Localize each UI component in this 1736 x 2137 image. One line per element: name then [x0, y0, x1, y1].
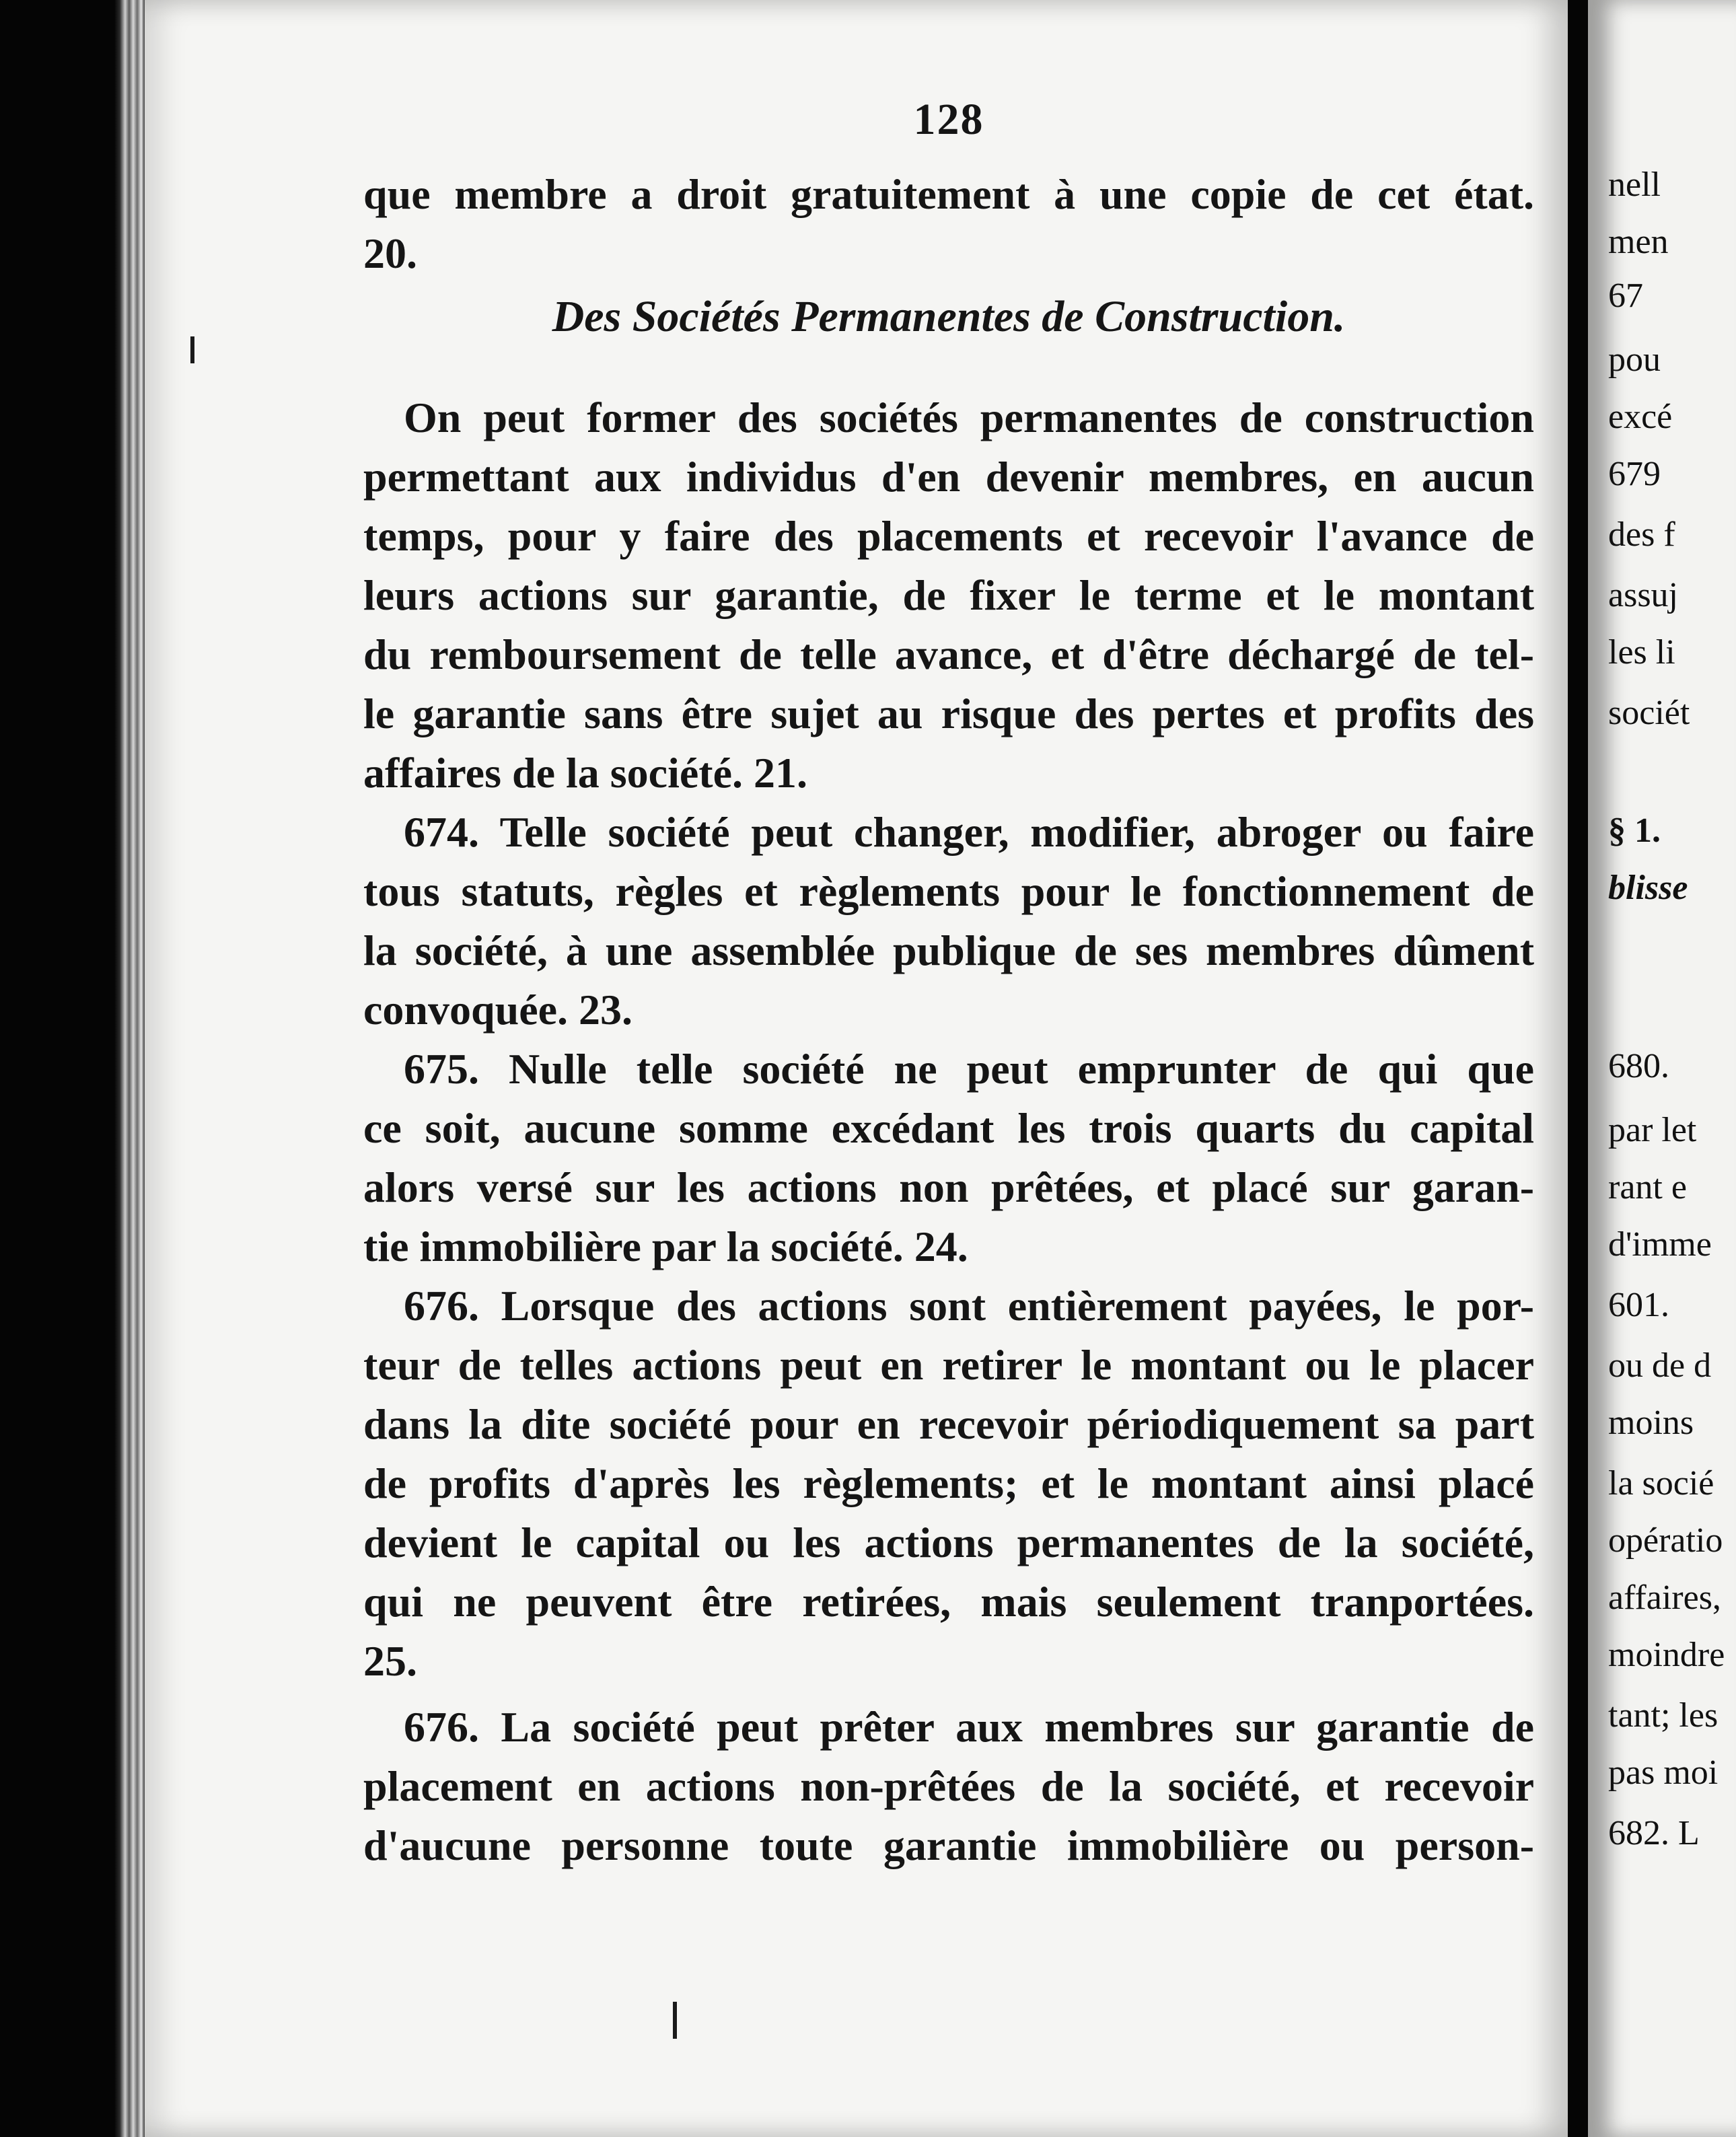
stray-mark — [673, 2002, 677, 2039]
text-line: tous statuts, règles et règlements pour le fonctionnement de — [363, 867, 1534, 915]
facing-fragment: excé — [1608, 398, 1673, 436]
facing-fragment: 680. — [1608, 1047, 1669, 1085]
text-line: 676. Lorsque des actions sont entièrement payées, le por- — [404, 1282, 1534, 1330]
facing-fragment: sociét — [1608, 694, 1690, 732]
facing-fragment: ou de d — [1608, 1346, 1712, 1385]
facing-fragment: affaires, — [1608, 1579, 1721, 1617]
text-line: 676. La société peut prêter aux membres sur garantie de — [404, 1703, 1534, 1751]
text-line: tie immobilière par la société. 24. — [363, 1223, 968, 1270]
book-gutter — [0, 0, 145, 2137]
text-line: affaires de la société. 21. — [363, 749, 807, 797]
text-line: permettant aux individus d'en devenir membres, en aucun — [363, 453, 1534, 501]
text-line: 25. — [363, 1637, 417, 1685]
text-line: 675. Nulle telle société ne peut emprunter de qui que — [404, 1045, 1534, 1093]
facing-fragment: des f — [1608, 515, 1675, 554]
text-line: le garantie sans être sujet au risque des pertes et profits des — [363, 690, 1534, 737]
carry-over-line: que membre a droit gratuitement à une copie de cet état. — [363, 170, 1534, 218]
text-line: la société, à une assemblée publique de ses membres dûment — [363, 927, 1534, 974]
facing-fragment: tant; les — [1608, 1696, 1719, 1735]
facing-fragment: moindre — [1608, 1636, 1725, 1674]
facing-fragment: § 1. — [1608, 811, 1661, 850]
facing-fragment: opératio — [1608, 1521, 1723, 1560]
facing-fragment: les li — [1608, 633, 1675, 672]
text-line: convoquée. 23. — [363, 986, 632, 1034]
facing-fragment: 679 — [1608, 455, 1661, 493]
facing-fragment: d'imme — [1608, 1225, 1712, 1264]
text-line: d'aucune personne toute garantie immobilière ou person- — [363, 1821, 1534, 1869]
text-line: temps, pour y faire des placements et recevoir l'avance de — [363, 512, 1534, 560]
text-line: de profits d'après les règlements; et le montant ainsi placé — [363, 1459, 1534, 1507]
facing-fragment: moins — [1608, 1404, 1694, 1442]
page-number: 128 — [913, 95, 984, 144]
facing-fragment: nell — [1608, 166, 1661, 204]
facing-page — [1588, 0, 1736, 2137]
text-line: qui ne peuvent être retirées, mais seulement tranportées. — [363, 1578, 1534, 1626]
text-block — [363, 165, 1534, 1875]
text-line: devient le capital ou les actions permanentes de la société, — [363, 1519, 1534, 1566]
article-674 — [363, 803, 1534, 1040]
stray-mark — [190, 336, 194, 363]
facing-fragment: pou — [1608, 340, 1661, 379]
facing-fragment: 682. L — [1608, 1814, 1700, 1852]
facing-fragment: assuj — [1608, 576, 1678, 614]
text-line: leurs actions sur garantie, de fixer le terme et le montant — [363, 571, 1534, 619]
article-676a — [363, 1276, 1534, 1691]
facing-fragment: la socié — [1608, 1464, 1714, 1502]
text-line: teur de telles actions peut en retirer le montant ou le placer — [363, 1341, 1534, 1389]
facing-fragment: men — [1608, 223, 1669, 261]
paragraph-intro — [363, 388, 1534, 803]
text-line: du remboursement de telle avance, et d'être déchargé de tel- — [363, 630, 1534, 678]
facing-fragment: 601. — [1608, 1286, 1669, 1324]
facing-fragment: blisse — [1608, 869, 1688, 907]
facing-fragment: par let — [1608, 1111, 1697, 1149]
text-line: ce soit, aucune somme excédant les trois quarts du capital — [363, 1104, 1534, 1152]
text-line: dans la dite société pour en recevoir périodiquement sa part — [363, 1400, 1534, 1448]
facing-fragment: 67 — [1608, 277, 1643, 315]
text-line: alors versé sur les actions non prêtées, et placé sur garan- — [363, 1163, 1534, 1211]
text-line: 674. Telle société peut changer, modifier, abroger ou faire — [404, 808, 1534, 856]
section-heading: Des Sociétés Permanentes de Construction. — [552, 292, 1346, 341]
article-675 — [363, 1040, 1534, 1276]
facing-fragment: rant e — [1608, 1168, 1687, 1206]
facing-fragment: pas moi — [1608, 1753, 1719, 1792]
text-line: placement en actions non-prêtées de la société, et recevoir — [363, 1762, 1534, 1810]
carry-over-ref: 20. — [363, 229, 417, 277]
text-line: On peut former des sociétés permanentes de construction — [404, 394, 1534, 441]
article-676b — [363, 1698, 1534, 1875]
